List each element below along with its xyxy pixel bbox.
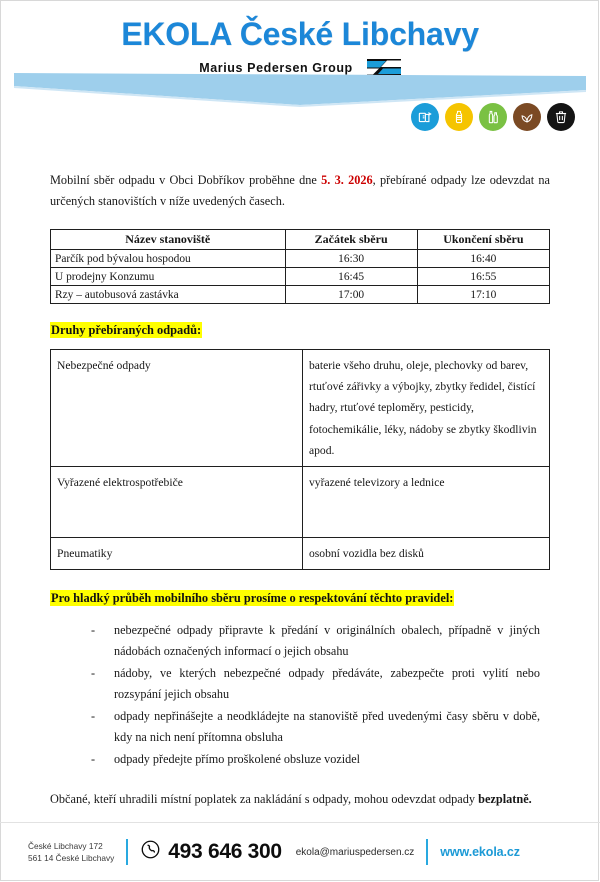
waste-description: baterie všeho druhu, oleje, plechovky od barev, rtuťové zářivky a výbojky, zbytky ředidel, čistící hadry, rtuťové teploměry, pesticidy, fotochemikálie, léky, nádoby se zbytky škodlivin apod. <box>302 350 549 466</box>
list-item <box>91 749 540 770</box>
company-logo-block <box>0 0 600 76</box>
intro-text-before-date: Mobilní sběr odpadu v Obci Dobříkov proběhne dne <box>50 173 322 187</box>
waste-category: Vyřazené elektrospotřebiče <box>51 466 303 537</box>
rule-text: odpady nepřinášejte a neodkládejte na stanoviště před uvedenými časy sběru v době, kdy na nich není přítomna obsluha <box>114 708 540 744</box>
waste-description: osobní vozidla bez disků <box>302 537 549 569</box>
outro-paragraph <box>50 789 550 810</box>
address-line-1: České Libchavy 172 <box>28 840 103 851</box>
stop-name: Parčík pod bývalou hospodou <box>51 250 286 268</box>
footer-separator-1 <box>126 839 128 865</box>
stop-name: Rzy – autobusová zastávka <box>51 286 286 304</box>
footer-divider <box>0 822 600 823</box>
table-row <box>51 286 550 304</box>
stop-end-time: 16:55 <box>417 268 549 286</box>
waste-kinds-heading-text: Druhy přebíraných odpadů: <box>51 323 202 338</box>
column-header-end-time: Ukončení sběru <box>417 230 549 250</box>
mixed-waste-icon <box>547 103 575 131</box>
stop-end-time: 16:40 <box>417 250 549 268</box>
footer-email[interactable]: ekola@mariuspedersen.cz <box>295 846 415 858</box>
bullet-dash: - <box>91 665 96 680</box>
waste-category: Pneumatiky <box>51 537 303 569</box>
footer-separator-2 <box>426 839 428 865</box>
document-footer <box>0 822 600 882</box>
table-row <box>51 268 550 286</box>
footer-address <box>28 840 114 864</box>
rule-text: odpady předejte přímo proškolené obsluze vozidel <box>114 751 361 766</box>
list-item <box>91 620 540 662</box>
footer-website[interactable]: www.ekola.cz <box>440 845 520 859</box>
bullet-dash: - <box>91 751 96 766</box>
table-row <box>51 466 550 537</box>
document-header <box>0 0 600 150</box>
bullet-dash: - <box>91 708 96 723</box>
outro-bold-text: bezplatně. <box>478 791 532 806</box>
waste-description: vyřazené televizory a lednice <box>302 466 549 537</box>
document-content <box>0 150 600 810</box>
intro-text-after-date: , přebírané odpady lze odevzdat na určených stanovištích v níže uvedených časech. <box>50 173 550 209</box>
column-header-stop-name: Název stanoviště <box>51 230 286 250</box>
rules-heading-text: Pro hladký průběh mobilního sběru prosíme o respektování těchto pravidel: <box>51 590 454 605</box>
stop-name: U prodejny Konzumu <box>51 268 286 286</box>
table-row <box>51 350 550 466</box>
collection-date: 5. 3. 2026 <box>321 173 373 187</box>
waste-category: Nebezpečné odpady <box>51 350 303 466</box>
waste-kinds-heading <box>50 323 550 338</box>
rule-text: nebezpečné odpady připravte k předání v originálních obalech, případně v jiných nádobách označených informací o jejich obsahu <box>114 622 540 658</box>
address-line-2: 561 14 České Libchavy <box>28 853 115 863</box>
footer-phone-block[interactable] <box>140 839 281 865</box>
outro-text: Občané, kteří uhradili místní poplatek za nakládání s odpady, mohou odevzdat odpady <box>50 791 479 806</box>
bullet-dash: - <box>91 622 96 637</box>
glass-recycling-icon <box>479 103 507 131</box>
stop-start-time: 16:45 <box>285 268 417 286</box>
intro-paragraph <box>50 170 550 212</box>
table-row <box>51 250 550 268</box>
table-header-row <box>51 230 550 250</box>
phone-icon <box>140 839 161 865</box>
rule-text: nádoby, ve kterých nebezpečné odpady předáváte, zabezpečte proti vylití nebo rozsypání jejich obsahu <box>114 665 540 701</box>
bio-waste-icon <box>513 103 541 131</box>
column-header-start-time: Začátek sběru <box>285 230 417 250</box>
list-item <box>91 663 540 705</box>
waste-kinds-table <box>50 349 550 570</box>
stop-start-time: 16:30 <box>285 250 417 268</box>
list-item <box>91 706 540 748</box>
stop-start-time: 17:00 <box>285 286 417 304</box>
collection-stops-table <box>50 229 550 304</box>
rules-list <box>50 620 550 770</box>
rules-heading <box>50 591 550 606</box>
plastic-recycling-icon <box>445 103 473 131</box>
table-row <box>51 537 550 569</box>
stop-end-time: 17:10 <box>417 286 549 304</box>
paper-recycling-icon <box>411 103 439 131</box>
waste-stream-icons <box>411 103 575 131</box>
company-title: EKOLA České Libchavy <box>121 16 479 52</box>
footer-phone-number[interactable]: 493 646 300 <box>168 840 282 863</box>
group-label: Marius Pedersen Group <box>199 60 353 75</box>
header-swoosh-band <box>0 71 600 107</box>
